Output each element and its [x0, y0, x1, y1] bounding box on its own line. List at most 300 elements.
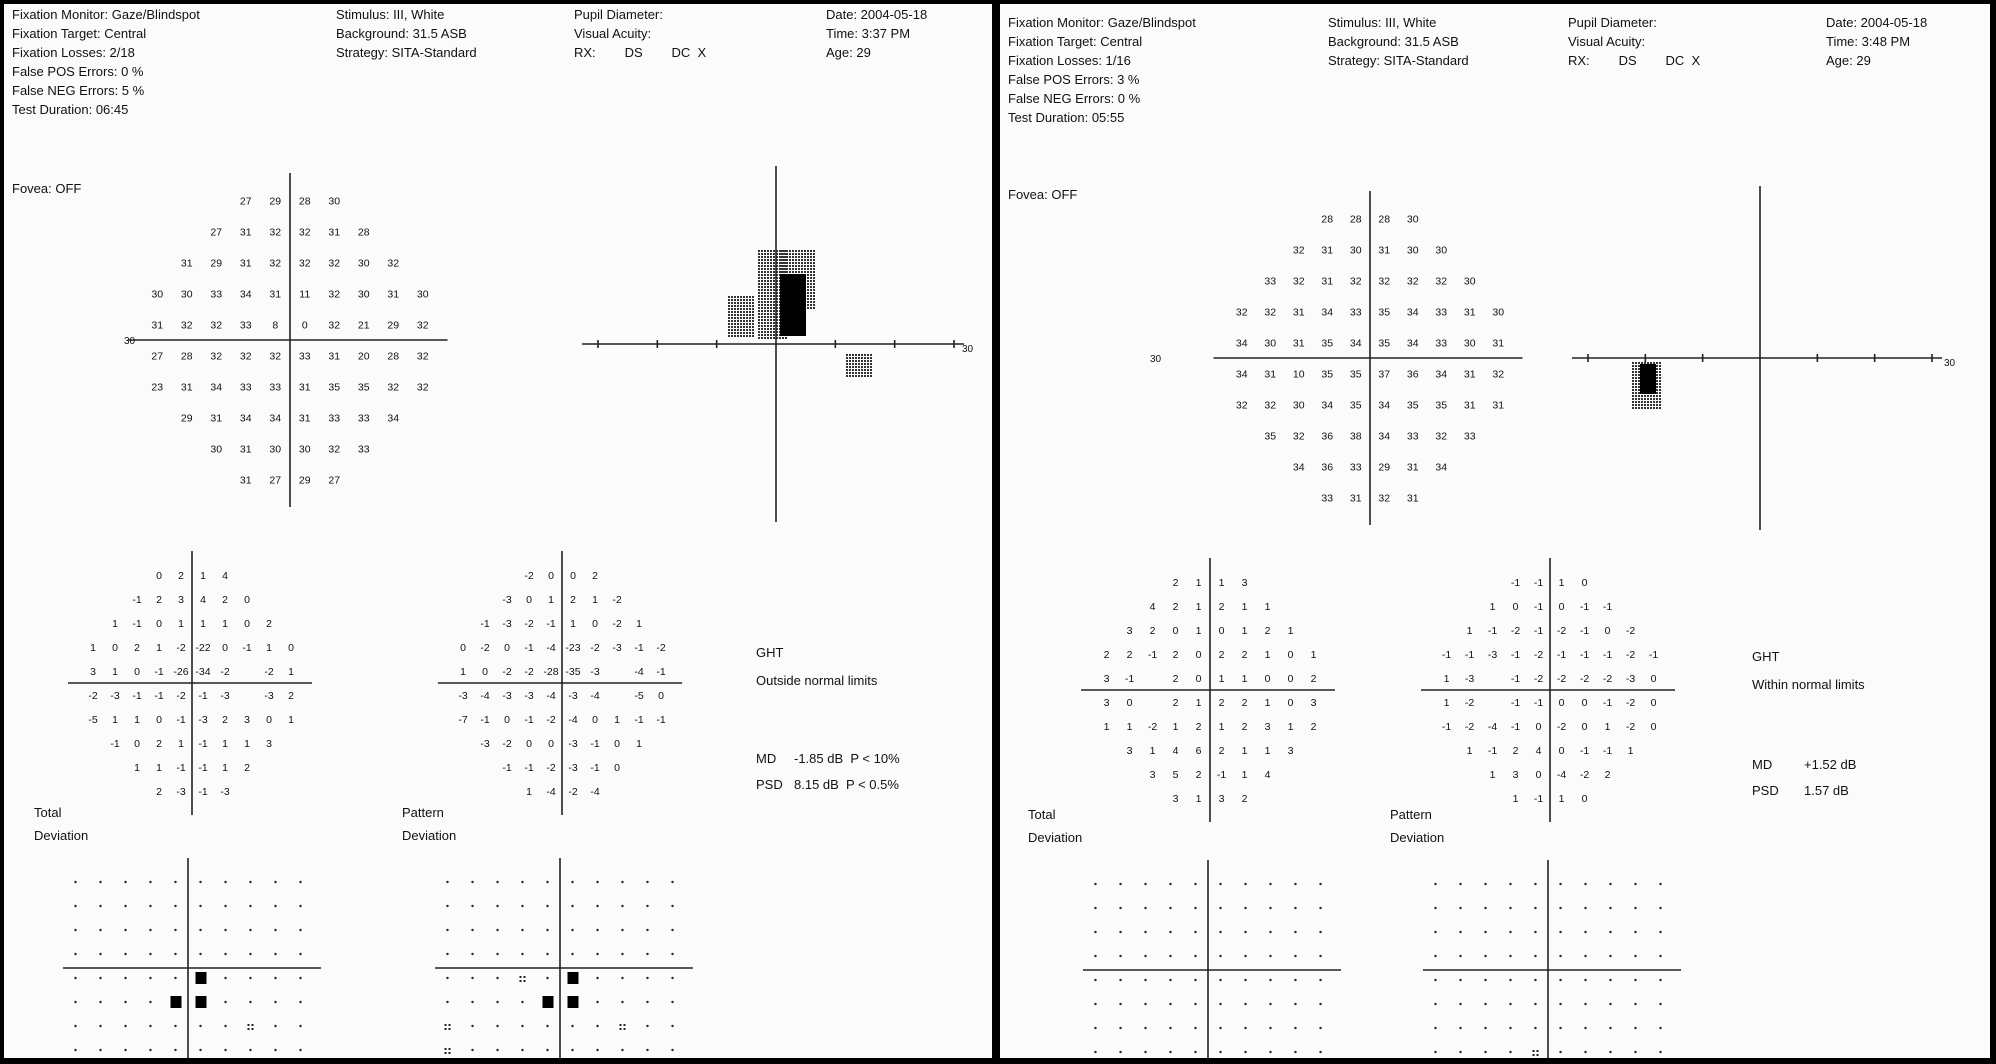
threshold-value: 10 [1292, 368, 1305, 381]
pattern-deviation-value: -2 [612, 594, 622, 606]
threshold-value: 30 [1406, 213, 1419, 226]
test-duration: Test Duration: 05:55 [1008, 110, 1125, 125]
threshold-value: 34 [1378, 399, 1391, 412]
total-deviation-value: 1 [1195, 577, 1202, 589]
pattern-deviation-value: -1 [1510, 721, 1521, 733]
total-deviation-value: -3 [220, 786, 230, 798]
total-deviation-value: -1 [198, 690, 208, 702]
total-deviation-value: 1 [1126, 721, 1133, 733]
threshold-value: 32 [1435, 430, 1448, 443]
total-deviation-value: 2 [1241, 649, 1248, 661]
false-neg-errors: False NEG Errors: 5 % [12, 83, 145, 98]
total-deviation-value: 1 [200, 570, 206, 582]
total-deviation-label: Total Deviation [1028, 807, 1083, 845]
pattern-deviation-value: -2 [1556, 625, 1567, 637]
total-deviation-value: 1 [1264, 697, 1271, 709]
threshold-value: 30 [1463, 275, 1476, 288]
stimulus: Stimulus: III, White [1328, 15, 1437, 30]
pattern-deviation-value: -1 [1441, 649, 1452, 661]
total-deviation-value: 0 [1287, 649, 1294, 661]
pattern-deviation-value: 1 [1558, 793, 1565, 805]
pattern-deviation-value: -2 [1510, 625, 1521, 637]
pattern-deviation-value: 0 [614, 762, 620, 774]
pattern-deviation-value: -3 [480, 738, 490, 750]
prob-solid-mark [196, 972, 207, 984]
pattern-deviation-value: -2 [502, 738, 512, 750]
threshold-value: 31 [239, 226, 252, 239]
pattern-deviation-value: 0 [548, 570, 554, 582]
total-deviation-value: 2 [1172, 577, 1179, 589]
threshold-value: 33 [328, 412, 341, 425]
total-deviation-value: 4 [200, 594, 206, 606]
fixation-monitor: Fixation Monitor: Gaze/Blindspot [1008, 15, 1196, 30]
pattern-deviation-value: -1 [1533, 577, 1544, 589]
threshold-value: 33 [1435, 337, 1448, 350]
threshold-value: 30 [1435, 244, 1448, 257]
total-deviation-value: 1 [1241, 601, 1248, 613]
pattern-deviation-value: -1 [1510, 697, 1521, 709]
false-pos-errors: False POS Errors: 0 % [12, 64, 144, 79]
pattern-deviation-value: -2 [546, 762, 556, 774]
threshold-value: 34 [1378, 430, 1391, 443]
strategy: Strategy: SITA-Standard [336, 45, 477, 60]
total-deviation-value: 1 [1195, 625, 1202, 637]
pattern-deviation-value: 1 [1466, 745, 1473, 757]
pattern-deviation-value: 0 [1558, 697, 1565, 709]
pattern-deviation-value: -2 [502, 666, 512, 678]
visual-field-report-right [1000, 4, 1990, 1058]
axis-label: 30 [1944, 358, 1956, 369]
pattern-deviation-value: -1 [590, 762, 600, 774]
visual-acuity: Visual Acuity: [1568, 34, 1646, 49]
pattern-deviation-value: 0 [482, 666, 488, 678]
pattern-deviation-value: 0 [1535, 769, 1542, 781]
threshold-value: 32 [1492, 368, 1505, 381]
total-deviation-value: -1 [198, 762, 208, 774]
pattern-deviation-value: -1 [1602, 745, 1613, 757]
pattern-deviation-value: -2 [1533, 673, 1544, 685]
fovea-status: Fovea: OFF [1008, 187, 1078, 202]
threshold-value: 31 [1406, 461, 1419, 474]
total-deviation-label: Total Deviation [34, 805, 89, 843]
pattern-deviation-value: -1 [1533, 697, 1544, 709]
threshold-value: 30 [298, 443, 311, 456]
threshold-grid [1214, 191, 1523, 525]
pattern-deviation-value: -2 [546, 714, 556, 726]
date: Date: 2004-05-18 [1826, 15, 1928, 30]
pattern-deviation-value: -1 [1602, 649, 1613, 661]
pattern-deviation-value: -2 [1625, 697, 1636, 709]
threshold-value: 31 [239, 474, 252, 487]
pattern-deviation-value: 2 [570, 594, 576, 606]
pattern-deviation-value: 1 [1512, 793, 1519, 805]
threshold-value: 32 [298, 226, 311, 239]
ght-result: Within normal limits [1752, 677, 1865, 692]
pattern-deviation-value: -4 [590, 786, 600, 798]
psd-value: 8.15 dB P < 0.5% [794, 777, 899, 792]
pattern-deviation-value: -2 [524, 618, 534, 630]
pattern-deviation-value: 2 [592, 570, 598, 582]
pattern-deviation-value: -1 [546, 618, 556, 630]
pattern-deviation-value: -28 [543, 666, 559, 678]
pattern-deviation-value: -2 [568, 786, 578, 798]
total-deviation-value: 2 [1172, 697, 1179, 709]
threshold-value: 29 [298, 474, 311, 487]
total-deviation-value: 1 [1195, 697, 1202, 709]
threshold-value: 33 [1349, 306, 1362, 319]
total-deviation-value: 1 [134, 762, 140, 774]
total-deviation-value: -3 [110, 690, 120, 702]
pattern-deviation-value: -3 [1625, 673, 1636, 685]
total-deviation-value: -26 [173, 666, 189, 678]
total-deviation-value: 2 [222, 594, 228, 606]
pattern-deviation-value: 1 [614, 714, 620, 726]
threshold-value: 33 [357, 443, 370, 456]
threshold-value: 37 [1378, 368, 1391, 381]
threshold-value: 31 [1463, 306, 1476, 319]
total-deviation-value: 0 [1218, 625, 1225, 637]
total-deviation-value: 1 [90, 642, 96, 654]
total-deviation-value: -1 [132, 618, 142, 630]
pattern-deviation-value: -1 [1602, 697, 1613, 709]
total-deviation-value: 0 [244, 594, 250, 606]
total-deviation-value: 2 [1218, 745, 1225, 757]
threshold-value: 27 [328, 474, 341, 487]
pattern-deviation-value: -1 [480, 618, 490, 630]
threshold-value: 33 [1463, 430, 1476, 443]
threshold-value: 32 [1292, 244, 1305, 257]
pattern-deviation-value: -4 [1556, 769, 1567, 781]
threshold-value: 34 [1321, 306, 1334, 319]
total-deviation-value: 0 [112, 642, 118, 654]
threshold-value: 32 [1349, 275, 1362, 288]
pattern-deviation-value: -1 [1579, 649, 1590, 661]
total-deviation-value: 1 [178, 618, 184, 630]
pattern-deviation-value: -5 [634, 690, 644, 702]
total-deviation-value: -5 [88, 714, 98, 726]
pattern-deviation-value: -1 [1510, 673, 1521, 685]
total-deviation-value: 0 [1195, 649, 1202, 661]
total-deviation-value: 2 [1195, 721, 1202, 733]
total-deviation-value: 0 [1195, 673, 1202, 685]
pattern-deviation-value: -1 [1487, 745, 1498, 757]
threshold-value: 31 [1292, 337, 1305, 350]
threshold-value: 32 [1235, 306, 1248, 319]
threshold-value: 29 [387, 319, 400, 332]
total-deviation-value: 3 [1149, 769, 1156, 781]
pattern-deviation-value: -1 [1441, 721, 1452, 733]
prob-solid-mark [568, 972, 579, 984]
age: Age: 29 [826, 45, 871, 60]
threshold-value: 28 [387, 350, 400, 363]
threshold-value: 23 [151, 381, 164, 394]
pattern-deviation-value: -2 [524, 570, 534, 582]
total-deviation-value: 1 [244, 738, 250, 750]
threshold-value: 34 [269, 412, 282, 425]
threshold-value: 30 [357, 288, 370, 301]
total-deviation-value: 3 [1103, 697, 1110, 709]
total-deviation-value: 6 [1195, 745, 1202, 757]
threshold-value: 32 [387, 257, 400, 270]
threshold-value: 32 [210, 319, 223, 332]
total-deviation-value: -3 [220, 690, 230, 702]
rx: RX: DS DC X [1568, 53, 1701, 68]
pattern-deviation-value: -1 [1579, 745, 1590, 757]
threshold-value: 30 [210, 443, 223, 456]
pattern-deviation-value: 1 [636, 738, 642, 750]
graphics-layer-left [4, 4, 992, 1058]
pattern-deviation-value: 1 [592, 594, 598, 606]
total-deviation-value: 1 [1264, 601, 1271, 613]
threshold-value: 32 [269, 350, 282, 363]
threshold-value: 34 [1406, 337, 1419, 350]
pattern-deviation-value: -3 [502, 594, 512, 606]
total-deviation-grid [1081, 558, 1335, 822]
total-deviation-value: 1 [1103, 721, 1110, 733]
pattern-deviation-value: -4 [480, 690, 490, 702]
fixation-target: Fixation Target: Central [12, 26, 147, 41]
pattern-deviation-value: -4 [568, 714, 578, 726]
pattern-deviation-value: -4 [546, 642, 556, 654]
blindspot [1640, 364, 1656, 394]
pattern-deviation-value: 0 [1650, 673, 1657, 685]
pattern-deviation-value: -2 [612, 618, 622, 630]
pattern-deviation-value: -3 [1464, 673, 1475, 685]
pattern-deviation-value: 1 [570, 618, 576, 630]
total-deviation-value: -1 [154, 666, 164, 678]
fixation-losses: Fixation Losses: 1/16 [1008, 53, 1131, 68]
threshold-value: 35 [1349, 399, 1362, 412]
total-deviation-value: 1 [222, 738, 228, 750]
threshold-value: 32 [1264, 306, 1277, 319]
pattern-deviation-value: -3 [502, 690, 512, 702]
pattern-deviation-value: -2 [1625, 721, 1636, 733]
total-deviation-value: 0 [1287, 673, 1294, 685]
threshold-value: 34 [1321, 399, 1334, 412]
pattern-deviation-value: -3 [568, 762, 578, 774]
total-deviation-value: 1 [156, 642, 162, 654]
pattern-deviation-value: 0 [1650, 697, 1657, 709]
pattern-deviation-value: -2 [1556, 721, 1567, 733]
blindspot [780, 274, 806, 336]
total-deviation-value: 2 [156, 594, 162, 606]
threshold-value: 32 [239, 350, 252, 363]
total-deviation-value: 2 [288, 690, 294, 702]
total-deviation-value: 2 [178, 570, 184, 582]
total-deviation-value: 2 [1195, 769, 1202, 781]
total-deviation-value: 2 [1241, 697, 1248, 709]
threshold-value: 30 [1292, 399, 1305, 412]
threshold-value: 29 [269, 195, 282, 208]
pattern-deviation-value: -1 [1556, 649, 1567, 661]
pattern-deviation-value: -35 [565, 666, 581, 678]
pattern-deviation-value: -1 [1579, 625, 1590, 637]
threshold-value: 32 [298, 257, 311, 270]
threshold-value: 32 [328, 257, 341, 270]
total-deviation-value: 2 [222, 714, 228, 726]
total-deviation-value: 3 [1264, 721, 1271, 733]
total-deviation-value: -1 [242, 642, 252, 654]
total-deviation-probability [63, 858, 321, 1058]
threshold-value: 31 [1321, 275, 1334, 288]
total-deviation-value: 3 [1241, 577, 1248, 589]
pattern-deviation-value: -1 [1533, 625, 1544, 637]
pattern-deviation-value: 0 [1581, 577, 1588, 589]
pattern-deviation-value: -1 [656, 666, 666, 678]
threshold-value: 35 [1264, 430, 1277, 443]
pattern-deviation-value: -3 [502, 618, 512, 630]
total-deviation-value: 2 [1241, 793, 1248, 805]
pattern-deviation-value: -7 [458, 714, 468, 726]
total-deviation-value: 1 [1218, 721, 1225, 733]
total-deviation-value: -3 [176, 786, 186, 798]
total-deviation-value: 2 [1310, 721, 1317, 733]
pattern-deviation-value: 0 [1581, 697, 1588, 709]
pattern-deviation-value: 0 [1558, 745, 1565, 757]
threshold-value: 32 [387, 381, 400, 394]
psd-label: PSD [756, 777, 783, 792]
pattern-deviation-grid [1421, 558, 1675, 822]
greyscale-plot [1572, 186, 1942, 530]
pattern-deviation-value: -2 [1556, 673, 1567, 685]
md-value: -1.85 dB P < 10% [794, 751, 900, 766]
total-deviation-value: 0 [288, 642, 294, 654]
threshold-value: 35 [1321, 337, 1334, 350]
time: Time: 3:48 PM [1826, 34, 1911, 49]
total-deviation-value: 1 [266, 642, 272, 654]
threshold-value: 31 [180, 257, 193, 270]
pattern-deviation-value: -1 [1510, 649, 1521, 661]
threshold-value: 29 [180, 412, 193, 425]
threshold-value: 31 [387, 288, 400, 301]
total-deviation-value: 3 [178, 594, 184, 606]
pattern-deviation-value: -3 [590, 666, 600, 678]
threshold-value: 20 [357, 350, 370, 363]
total-deviation-value: 5 [1172, 769, 1179, 781]
total-deviation-value: -1 [1216, 769, 1227, 781]
threshold-value: 32 [180, 319, 193, 332]
threshold-value: 30 [1349, 244, 1362, 257]
threshold-value: 32 [416, 350, 429, 363]
total-deviation-value: 2 [266, 618, 272, 630]
pattern-deviation-value: -1 [634, 642, 644, 654]
md-value: +1.52 dB [1804, 757, 1857, 772]
pattern-deviation-value: -4 [1487, 721, 1498, 733]
pattern-deviation-value: 0 [460, 642, 466, 654]
pattern-deviation-value: 1 [1466, 625, 1473, 637]
total-deviation-value: 1 [134, 714, 140, 726]
threshold-value: 30 [416, 288, 429, 301]
threshold-value: 31 [1321, 244, 1334, 257]
pattern-deviation-value: -2 [1579, 769, 1590, 781]
pattern-deviation-value: 0 [1650, 721, 1657, 733]
pattern-deviation-value: -2 [656, 642, 666, 654]
total-deviation-value: 1 [112, 714, 118, 726]
visual-acuity: Visual Acuity: [574, 26, 652, 41]
total-deviation-value: 1 [288, 666, 294, 678]
total-deviation-value: 3 [1287, 745, 1294, 757]
total-deviation-value: 2 [1172, 601, 1179, 613]
pattern-deviation-value: 0 [1558, 601, 1565, 613]
pattern-deviation-value: 1 [1443, 697, 1450, 709]
pattern-deviation-value: 0 [1581, 793, 1588, 805]
threshold-value: 36 [1321, 461, 1334, 474]
threshold-value: 27 [210, 226, 223, 239]
threshold-value: 31 [151, 319, 164, 332]
total-deviation-value: 1 [1218, 577, 1225, 589]
total-deviation-value: 1 [222, 618, 228, 630]
false-pos-errors: False POS Errors: 3 % [1008, 72, 1140, 87]
total-deviation-value: 1 [178, 738, 184, 750]
total-deviation-value: 3 [266, 738, 272, 750]
total-deviation-value: 1 [1218, 673, 1225, 685]
pattern-deviation-value: -2 [1464, 721, 1475, 733]
total-deviation-value: -1 [132, 594, 142, 606]
pattern-deviation-value: 1 [1489, 769, 1496, 781]
pattern-deviation-value: -2 [1625, 649, 1636, 661]
total-deviation-value: 3 [1218, 793, 1225, 805]
pattern-deviation-value: 1 [1604, 721, 1611, 733]
total-deviation-value: 1 [222, 762, 228, 774]
total-deviation-value: 0 [266, 714, 272, 726]
threshold-value: 34 [1235, 337, 1248, 350]
total-deviation-value: 0 [134, 738, 140, 750]
pupil-diameter: Pupil Diameter: [1568, 15, 1657, 30]
threshold-value: 33 [239, 381, 252, 394]
threshold-value: 32 [1406, 275, 1419, 288]
threshold-value: 34 [387, 412, 400, 425]
threshold-value: 28 [1378, 213, 1391, 226]
total-deviation-value: 2 [1172, 673, 1179, 685]
pattern-deviation-value: 1 [548, 594, 554, 606]
threshold-value: 28 [357, 226, 370, 239]
total-deviation-value: 2 [156, 786, 162, 798]
total-deviation-value: 1 [1241, 769, 1248, 781]
threshold-value: 35 [1378, 337, 1391, 350]
threshold-value: 31 [328, 350, 341, 363]
pattern-deviation-label: Pattern Deviation [1390, 807, 1445, 845]
total-deviation-value: 1 [1287, 721, 1294, 733]
total-deviation-value: 2 [1218, 601, 1225, 613]
threshold-value: 31 [328, 226, 341, 239]
md-label: MD [1752, 757, 1773, 772]
false-neg-errors: False NEG Errors: 0 % [1008, 91, 1141, 106]
threshold-value: 34 [239, 412, 252, 425]
rx: RX: DS DC X [574, 45, 707, 60]
pattern-deviation-value: 0 [658, 690, 664, 702]
pattern-deviation-probability [1423, 860, 1681, 1058]
total-deviation-value: 2 [1149, 625, 1156, 637]
total-deviation-value: -1 [176, 714, 186, 726]
total-deviation-value: 0 [156, 618, 162, 630]
threshold-value: 28 [1349, 213, 1362, 226]
total-deviation-value: 1 [112, 666, 118, 678]
pattern-deviation-value: 0 [570, 570, 576, 582]
pattern-deviation-value: 0 [592, 618, 598, 630]
threshold-value: 32 [328, 288, 341, 301]
threshold-value: 31 [1492, 399, 1505, 412]
threshold-value: 31 [1492, 337, 1505, 350]
total-deviation-value: 0 [222, 642, 228, 654]
visual-field-report-left [4, 4, 992, 1058]
threshold-value: 30 [1264, 337, 1277, 350]
threshold-value: 34 [1349, 337, 1362, 350]
threshold-value: 31 [1292, 306, 1305, 319]
greyscale-plot [582, 166, 964, 522]
prob-solid-mark [171, 996, 182, 1008]
threshold-value: 29 [210, 257, 223, 270]
pattern-deviation-value: 0 [526, 594, 532, 606]
